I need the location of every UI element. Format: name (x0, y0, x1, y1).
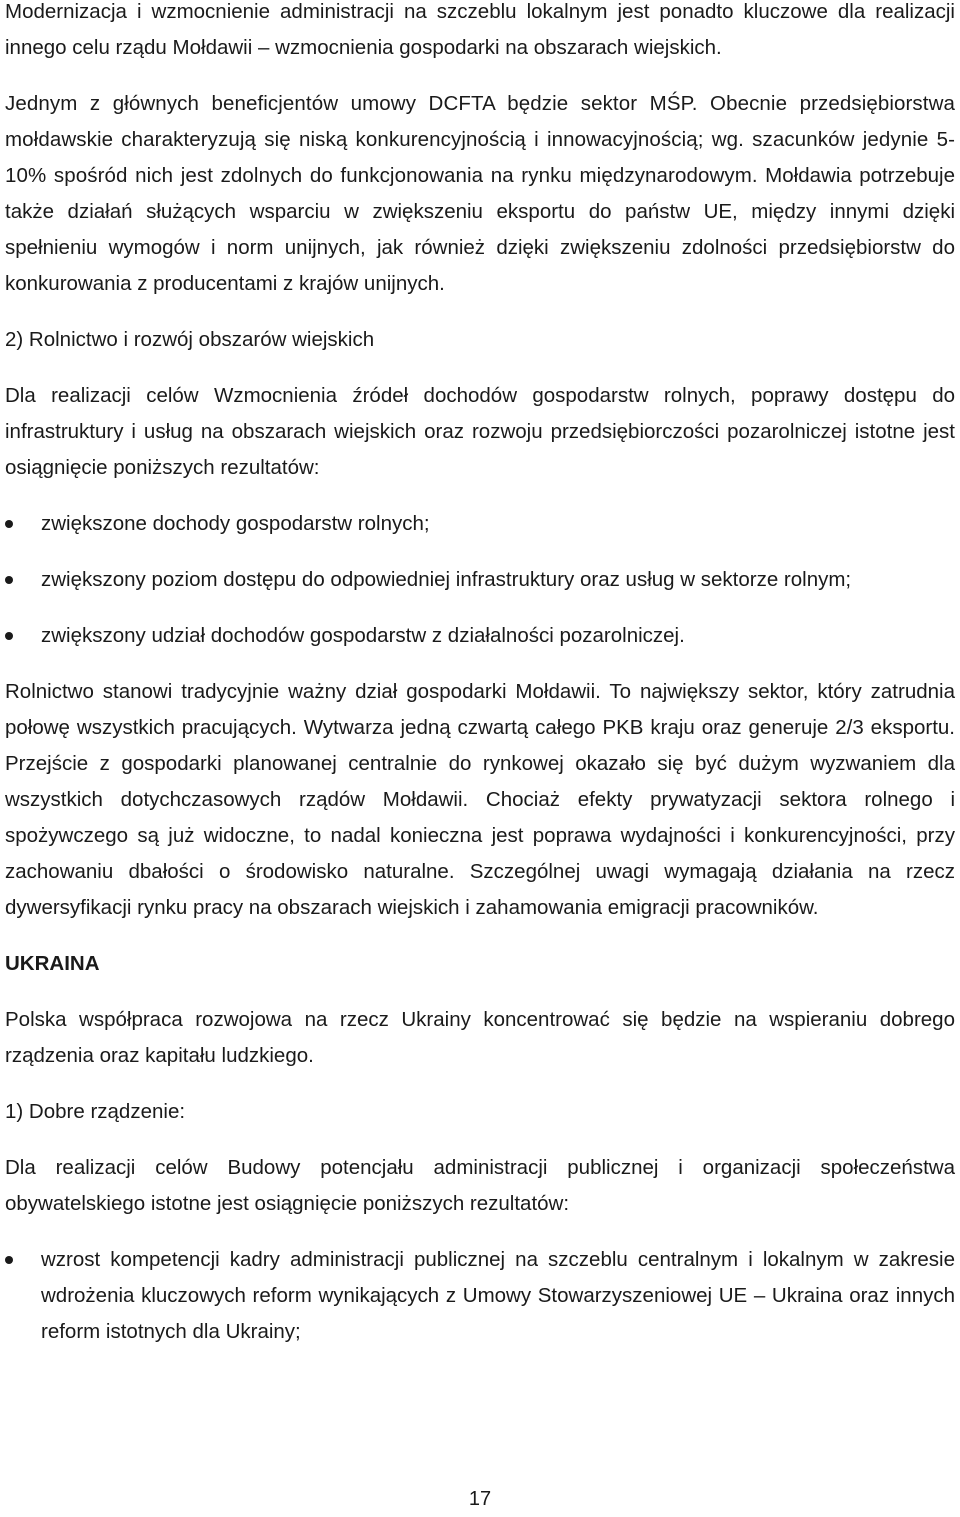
paragraph-agri-goals: Dla realizacji celów Wzmocnienia źródeł dochodów gospodarstw rolnych, poprawy dostępu do infrastruktury i usług na obszarach wiejskich oraz rozwoju przedsiębiorczości pozarolniczej istotne jest osiągnięcie poniższych rezultatów: (5, 384, 955, 479)
paragraph-agriculture-economy: Rolnictwo stanowi tradycyjnie ważny dział gospodarki Mołdawii. To największy sektor, który zatrudnia połowę wszystkich pracujących. Wytwarza jedną czwartą całego PKB kraju oraz generuje 2/3 eksportu. Przejście z gospodarki planowanej centralnie do rynkowej okazało się być dużym wyzwaniem dla wszystkich dotychczasowych rządów Mołdawii. Chociaż efekty prywatyzacji sektora rolnego i spożywczego są już widoczne, to nadal konieczna jest poprawa wydajności i konkurencyjności, przy zachowaniu dbałości o środowisko naturalne. Szczególnej uwagi wymagają działania na rzecz dywersyfikacji rynku pracy na obszarach wiejskich i zahamowania emigracji pracowników. (5, 680, 955, 919)
list-item (5, 618, 955, 654)
paragraph-dcfta-sme-part1: Jednym z głównych beneficjentów umowy DCFTA będzie sektor MŚP. Obecnie przedsiębiorstwa mołdawskie charakteryzują się niską konkurencyjnością i innowacyjnością; wg. szacunków jedynie 5-10% spośród nich jest zdolnych do funkcjonowania na rynku międzynarodowym. (5, 92, 955, 187)
bullet-dot-icon (5, 1256, 13, 1264)
list-item-text: zwiększony poziom dostępu do odpowiedniej infrastruktury oraz usług w sektorze rolnym; (41, 568, 852, 591)
bullet-dot-icon (5, 632, 13, 640)
list-item (5, 562, 955, 598)
list-item (5, 1242, 955, 1350)
agri-results-list (5, 506, 955, 654)
bullet-dot-icon (5, 520, 13, 528)
list-item (5, 506, 955, 542)
heading-ukraina: UKRAINA (5, 952, 100, 975)
list-item-text: zwiększony udział dochodów gospodarstw z działalności pozarolniczej. (41, 624, 685, 647)
paragraph-dcfta-sme-part2: Mołdawia potrzebuje także działań służących wsparciu w zwiększeniu eksportu do państw UE, między innymi dzięki spełnieniu wymogów i norm unijnych, jak również dzięki zwiększeniu zdolności przedsiębiorstw do konkurowania z producentami z krajów unijnych. (5, 164, 955, 295)
document-page (5, 0, 955, 1370)
page-number: 17 (468, 1488, 492, 1510)
section-heading-agriculture: 2) Rolnictwo i rozwój obszarów wiejskich (5, 328, 375, 351)
list-item-text: zwiększone dochody gospodarstw rolnych; (41, 512, 430, 535)
bullet-dot-icon (5, 576, 13, 584)
section-heading-good-governance: 1) Dobre rządzenie: (5, 1100, 186, 1123)
paragraph-ukraine-cooperation: Polska współpraca rozwojowa na rzecz Ukrainy koncentrować się będzie na wspieraniu dobrego rządzenia oraz kapitału ludzkiego. (5, 1008, 955, 1067)
governance-results-list (5, 1242, 955, 1350)
paragraph-moldova-admin: Modernizacja i wzmocnienie administracji na szczeblu lokalnym jest ponadto kluczowe dla realizacji innego celu rządu Mołdawii – wzmocnienia gospodarki na obszarach wiejskich. (5, 0, 955, 59)
list-item-text: wzrost kompetencji kadry administracji publicznej na szczeblu centralnym i lokalnym w zakresie wdrożenia kluczowych reform wynikających z Umowy Stowarzyszeniowej UE – Ukraina oraz innych reform istotnych dla Ukrainy; (41, 1248, 955, 1343)
paragraph-dcfta-sme (5, 86, 955, 302)
paragraph-governance-goals: Dla realizacji celów Budowy potencjału administracji publicznej i organizacji społeczeństwa obywatelskiego istotne jest osiągnięcie poniższych rezultatów: (5, 1156, 955, 1215)
